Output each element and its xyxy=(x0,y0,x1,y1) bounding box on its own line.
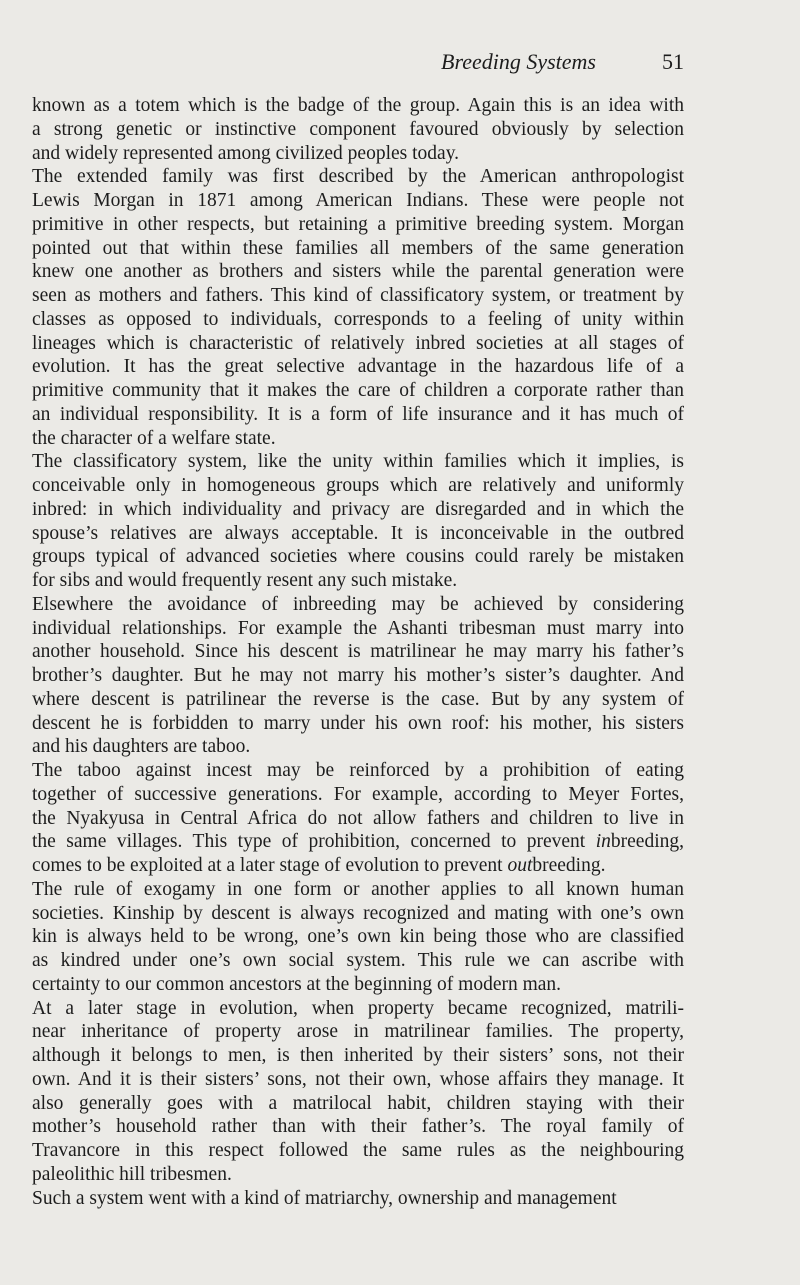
text-segment: comes to be exploited at a later stage of evolution to prevent xyxy=(32,855,508,876)
paragraph xyxy=(32,997,684,1187)
running-header xyxy=(441,48,684,76)
text-line: descent he is forbidden to marry under his own roof: his mother, his sisters xyxy=(32,712,684,734)
text-line: lineages which is characteristic of relatively inbred societies at all stages of xyxy=(32,332,684,354)
text-line: also generally goes with a matrilocal habit, children staying with their xyxy=(32,1092,684,1114)
italic-prefix: in xyxy=(595,831,611,853)
text-segment: the same villages. This type of prohibition, concerned to prevent xyxy=(32,831,596,853)
running-title: Breeding Systems xyxy=(441,49,596,74)
text-line: groups typical of advanced societies where cousins could rarely be mistaken xyxy=(32,546,684,568)
text-line: At a later stage in evolution, when property became recognized, matrili- xyxy=(32,997,684,1019)
text-line: The rule of exogamy in one form or another applies to all known human xyxy=(32,878,684,900)
text-line: another household. Since his descent is matrilinear he may marry his father’s xyxy=(32,641,684,663)
page-number: 51 xyxy=(662,49,684,74)
text-line: although it belongs to men, is then inherited by their sisters’ sons, not their xyxy=(32,1045,684,1066)
text-line: the Nyakyusa in Central Africa do not allow fathers and children to live in xyxy=(32,807,684,829)
text-line: certainty to our common ancestors at the beginning of modern man. xyxy=(32,973,562,995)
text-line: kin is always held to be wrong, one’s own kin being those who are classified xyxy=(32,926,684,948)
text-line: primitive in other respects, but retaining a primitive breeding system. Morgan xyxy=(32,213,684,235)
text-line: as kindred under one’s own social system. This rule we can ascribe with xyxy=(32,950,684,971)
text-line: for sibs and would frequently resent any such mistake. xyxy=(32,570,458,591)
text-line: spouse’s relatives are always acceptable. It is inconceivable in the outbred xyxy=(32,522,684,544)
paragraph xyxy=(32,1187,684,1211)
body-text xyxy=(32,94,684,1210)
text-line: primitive community that it makes the care of children a corporate rather than xyxy=(32,380,684,401)
text-line: conceivable only in homogeneous groups which are relatively and uniformly xyxy=(32,475,684,496)
text-line: seen as mothers and fathers. This kind of classificatory system, or treatment by xyxy=(32,285,684,306)
text-segment: breeding. xyxy=(532,855,606,876)
paragraph xyxy=(32,94,684,165)
text-line: known as a totem which is the badge of the group. Again this is an idea with xyxy=(32,95,684,116)
text-segment: breeding, xyxy=(610,831,684,853)
text-line: pointed out that within these families all members of the same generation xyxy=(32,237,684,259)
text-line: a strong genetic or instinctive component favoured obviously by selection xyxy=(32,118,684,140)
text-line xyxy=(32,830,684,854)
text-line: societies. Kinship by descent is always recognized and mating with one’s own xyxy=(32,902,684,924)
paragraph xyxy=(32,759,684,878)
text-line: The extended family was first described by the American anthropologist xyxy=(32,166,684,188)
text-line: Elsewhere the avoidance of inbreeding may be achieved by considering xyxy=(32,593,684,615)
text-line: Travancore in this respect followed the same rules as the neighbouring xyxy=(32,1140,684,1161)
paragraph xyxy=(32,593,684,759)
text-line: and his daughters are taboo. xyxy=(32,736,251,758)
paragraph xyxy=(32,878,684,997)
text-line: The classificatory system, like the unity within families which it implies, is xyxy=(32,451,684,473)
text-line: an individual responsibility. It is a form of life insurance and it has much of xyxy=(32,403,684,425)
paragraph xyxy=(32,450,684,593)
text-line: classes as opposed to individuals, corresponds to a feeling of unity within xyxy=(32,308,684,330)
text-line: together of successive generations. For example, according to Meyer Fortes, xyxy=(32,783,684,805)
text-line: Lewis Morgan in 1871 among American Indians. These were people not xyxy=(32,190,684,211)
text-line: where descent is patrilinear the reverse is the case. But by any system of xyxy=(32,688,684,710)
text-line xyxy=(32,854,684,878)
text-line: individual relationships. For example the Ashanti tribesman must marry into xyxy=(32,617,684,639)
text-line: inbred: in which individuality and privacy are disregarded and in which the xyxy=(32,498,684,520)
text-line: near inheritance of property arose in matrilinear families. The property, xyxy=(32,1021,684,1043)
text-line: Such a system went with a kind of matriarchy, ownership and management xyxy=(32,1187,617,1209)
text-line: paleolithic hill tribesmen. xyxy=(32,1163,232,1185)
text-line: the character of a welfare state. xyxy=(32,427,276,449)
text-line: knew one another as brothers and sisters while the parental generation were xyxy=(32,261,684,283)
text-line: The taboo against incest may be reinforced by a prohibition of eating xyxy=(32,760,684,781)
text-line: mother’s household rather than with their father’s. The royal family of xyxy=(32,1116,684,1138)
italic-prefix: out xyxy=(507,855,533,876)
text-line: own. And it is their sisters’ sons, not their own, whose affairs they manage. It xyxy=(32,1068,684,1090)
text-line: brother’s daughter. But he may not marry his mother’s sister’s daughter. And xyxy=(32,665,684,686)
text-line: evolution. It has the great selective advantage in the hazardous life of a xyxy=(32,356,684,378)
text-line: and widely represented among civilized peoples today. xyxy=(32,142,460,164)
paragraph xyxy=(32,165,684,450)
